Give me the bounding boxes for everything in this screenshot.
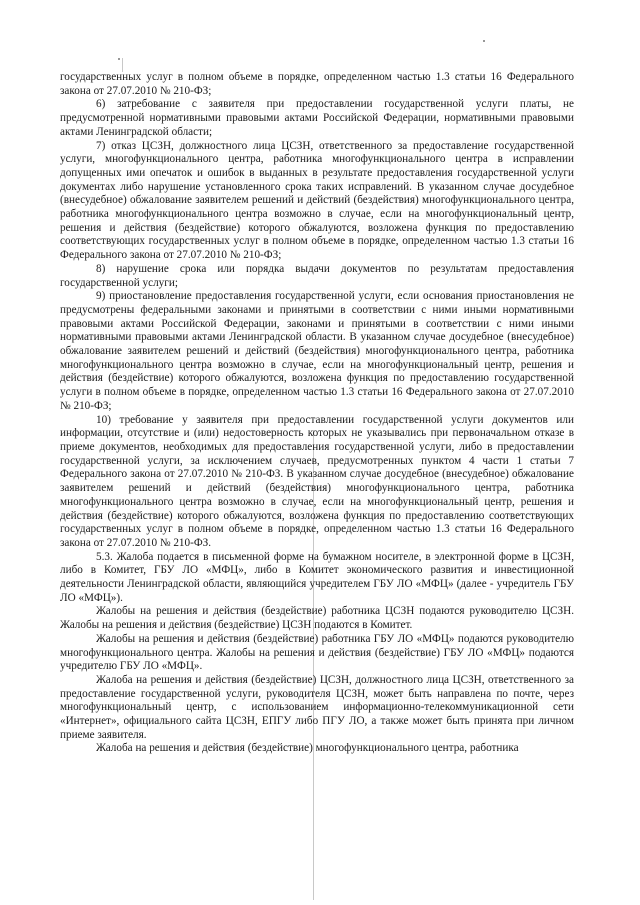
- list-item-8: 8) нарушение срока или порядка выдачи документов по результатам предоставления государственной услуги;: [60, 262, 574, 289]
- list-item-6: 6) затребование с заявителя при предоставлении государственной услуги платы, не предусмотренной нормативными правовыми актами Российской Федерации, нормативными правовыми актами Ленинградской области;: [60, 98, 574, 138]
- paragraph-complaint-channels: Жалоба на решения и действия (бездействие) ЦСЗН, должностного лица ЦСЗН, ответственного за предоставление государственной услуги, руководителя ЦСЗН, может быть направлена по почте, через многофункциональный центр, с использованием информационно-телекоммуникационной сети «Интернет», официального сайта ЦСЗН, ЕПГУ либо ПГУ ЛО, а также может быть принята при личном приеме заявителя.: [60, 673, 574, 741]
- paragraph-complaints-mfc: Жалобы на решения и действия (бездействие) работника ГБУ ЛО «МФЦ» подаются руководителю многофункционального центра. Жалобы на решения и действия (бездействие) ГБУ ЛО «МФЦ» подаются учредителю ГБУ ЛО «МФЦ».: [60, 632, 574, 673]
- paragraph-complaints-cszn: Жалобы на решения и действия (бездействие) работника ЦСЗН подаются руководителю ЦСЗН. Жалобы на решения и действия (бездействие) ЦСЗН подаются в Комитет.: [60, 605, 574, 632]
- list-item-10: 10) требование у заявителя при предоставлении государственной услуги документов или информации, отсутствие и (или) недостоверность которых не указывались при первоначальном отказе в приеме документов, необходимых для предоставления государственной услуги, либо в предоставлении государственной услуги, за исключением случаев, предусмотренных пунктом 4 части 1 статьи 7 Федерального закона от 27.07.2010 № 210-ФЗ. В указанном случае досудебное (внесудебное) обжалование заявителем решений и действий (бездействия) многофункционального центра, работника многофункционального центра возможно в случае, если на многофункциональный центр, решения и действия (бездействие) которого обжалуются, возложена функция по предоставлению соответствующих государственных услуг в полном объеме в порядке, определенном частью 1.3 статьи 16 Федерального закона от 27.07.2010 № 210-ФЗ.: [60, 413, 574, 549]
- scan-speck: [483, 40, 485, 42]
- list-item-9: 9) приостановление предоставления государственной услуги, если основания приостановления не предусмотрены федеральными законами и принятыми в соответствии с ними иными нормативными правовыми актами Российской Федерации, законами и принятыми в соответствии с ними иными нормативными правовыми актами Ленинградской области. В указанном случае досудебное (внесудебное) обжалование заявителем решений и действий (бездействия) многофункционального центра, работника многофункционального центра возможно в случае, если на многофункциональный центр, решения и действия (бездействие) которого обжалуются, возложена функция по предоставлению государственной услуги в полном объеме в порядке, определенном частью 1.3 статьи 16 Федерального закона от 27.07.2010 № 210-ФЗ;: [60, 290, 574, 412]
- document-body: [60, 71, 574, 756]
- paragraph-continuation: государственных услуг в полном объеме в порядке, определенном частью 1.3 статьи 16 Федерального закона от 27.07.2010 № 210-ФЗ;: [60, 71, 574, 97]
- list-item-7: 7) отказ ЦСЗН, должностного лица ЦСЗН, ответственного за предоставление государственной услуги, многофункционального центра, работника многофункционального центра в исправлении допущенных ими опечаток и ошибок в выданных в результате предоставления государственной услуги документах либо нарушение установленного срока таких исправлений. В указанном случае досудебное (внесудебное) обжалование заявителем решений и действий (бездействия) многофункционального центра, работника многофункционального центра возможно в случае, если на многофункциональный центр, решения и действия (бездействие) которого обжалуются, возложена функция по предоставлению соответствующих государственных услуг в полном объеме в порядке, определенном частью 1.3 статьи 16 Федерального закона от 27.07.2010 № 210-ФЗ;: [60, 139, 574, 262]
- paragraph-complaint-mfc-start: Жалоба на решения и действия (бездействие) многофункционального центра, работника: [96, 742, 519, 755]
- clause-5-3: 5.3. Жалоба подается в письменной форме на бумажном носителе, в электронной форме в ЦСЗН, либо в Комитет, ГБУ ЛО «МФЦ», либо в Комитет экономического развития и инвестиционной деятельности Ленинградской области, являющийся учредителем ГБУ ЛО «МФЦ» (далее - учредитель ГБУ ЛО «МФЦ»).: [60, 550, 574, 604]
- scan-speck: [118, 58, 120, 60]
- scan-fold-line-top: [122, 58, 123, 72]
